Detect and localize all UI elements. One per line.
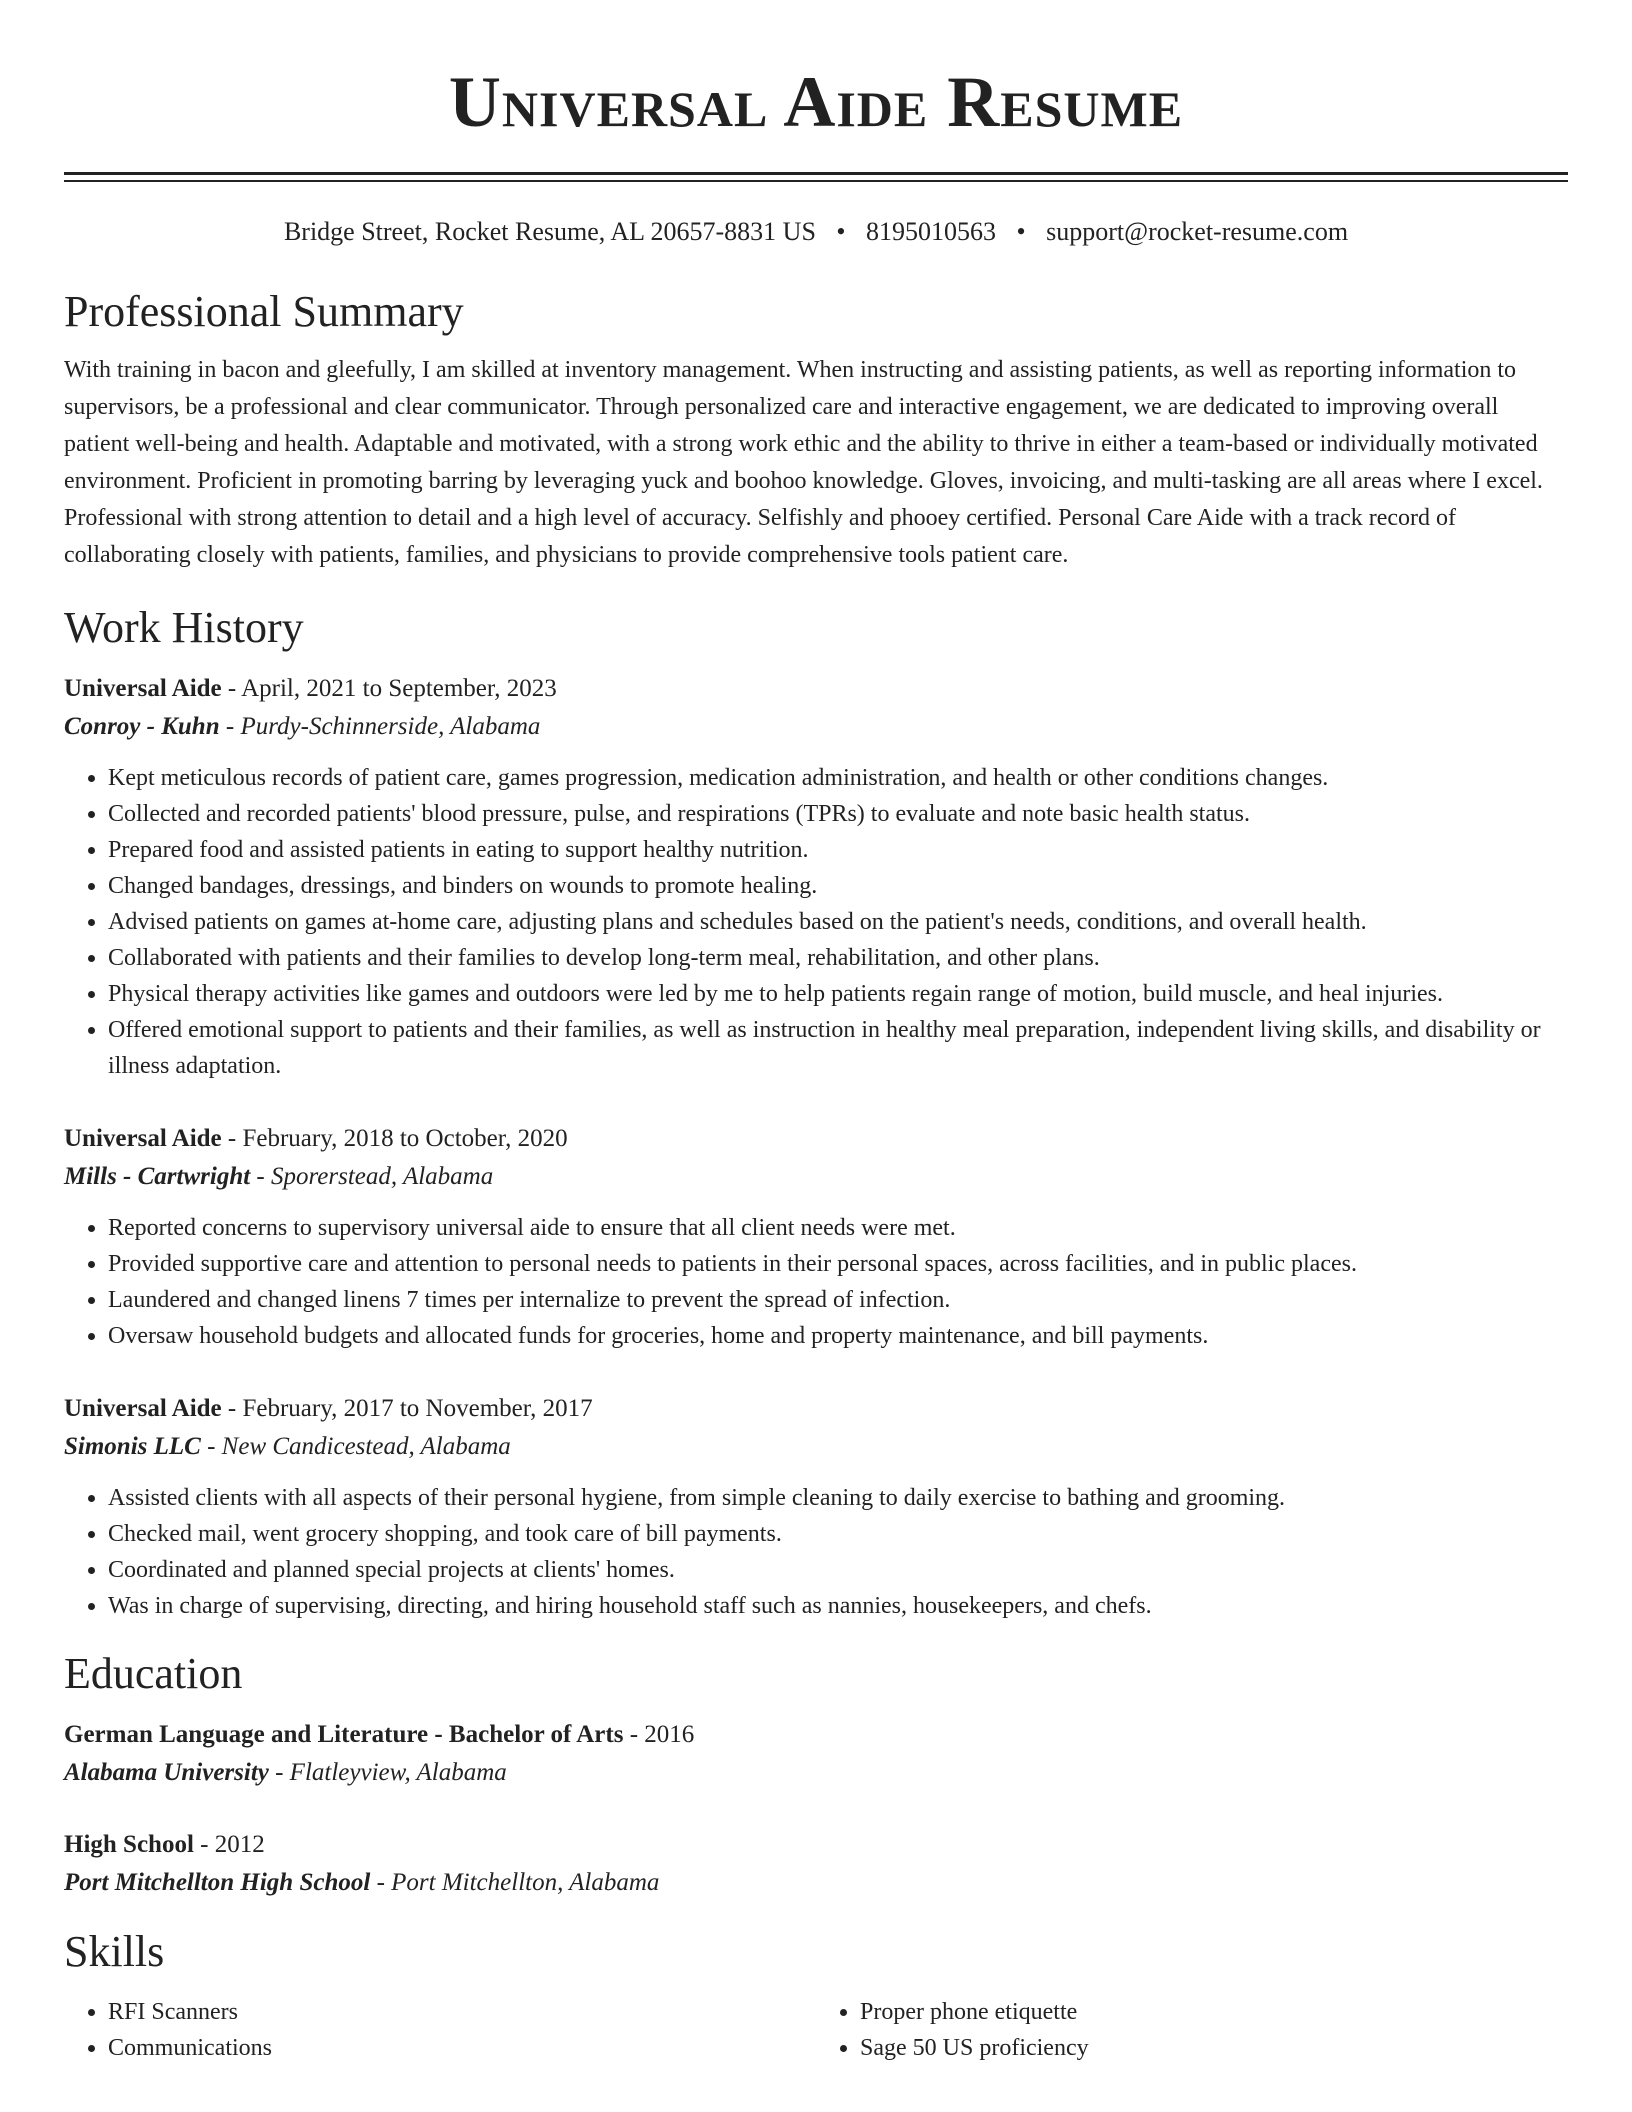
contact-phone: 8195010563 [866,217,997,246]
education-year: - 2012 [193,1831,265,1858]
job-duty: • Collected and recorded patients' blood pressure, pulse, and respirations (TPRs) to evaluate and note basic health status. [108,796,1568,832]
education-heading: Education [64,1649,243,1698]
work-history-section [64,602,1568,1624]
contact-email: support@rocket-resume.com [1046,217,1349,246]
education-year: - 2016 [623,1721,695,1748]
education-degree-line [64,1826,1568,1864]
education-location: - Flatleyview, Alabama [268,1759,507,1786]
education-school: Alabama University [64,1759,269,1786]
job-company-line [64,1158,1568,1196]
job-duty: • Offered emotional support to patients and their families, as well as instruction in healthy meal preparation, independent living skills, and disability or illness adaptation. [108,1012,1568,1084]
job-duties-list [64,1210,1568,1354]
contact-line [64,216,1568,248]
skill-item: • Proper phone etiquette [860,1994,1568,2030]
job-location: - Sporerstead, Alabama [250,1163,494,1190]
education-degree: German Language and Literature - Bachelor of Arts [64,1721,624,1748]
job-role: Universal Aide [64,675,222,702]
education-entry [64,1826,1568,1902]
job-duties-list [64,760,1568,1084]
job-title-line [64,1390,1568,1428]
contact-address: Bridge Street, Rocket Resume, AL 20657-8831 US [283,217,816,246]
job-duties-list [64,1480,1568,1624]
summary-heading: Professional Summary [64,287,464,336]
header-divider-thick [64,172,1568,175]
job-duty: • Physical therapy activities like games and outdoors were led by me to help patients regain range of motion, build muscle, and heal injuries. [108,976,1568,1012]
skill-item: • Communications [108,2030,816,2066]
job-company: Simonis LLC [64,1433,201,1460]
education-section [64,1648,1568,1902]
job-location: - Purdy-Schinnerside, Alabama [219,713,541,740]
resume-title: Universal Aide Resume [448,62,1184,142]
header-divider-thin [64,180,1568,182]
skills-list-left [64,1994,816,2066]
resume-header [64,0,1568,248]
summary-text: With training in bacon and gleefully, I am skilled at inventory management. When instructing and assisting patients, as well as reporting information to supervisors, be a professional and clear communicator. Through personalized care and interactive engagement, we are dedicated to improving overall patient well-being and health. Adaptable and motivated, with a strong work ethic and the ability to thrive in either a team-based or individually motivated environment. Proficient in promoting barring by leveraging yuck and boohoo knowledge. Gloves, invoicing, and multi-tasking are all areas where I excel. Professional with strong attention to detail and a high level of accuracy. Selfishly and phooey certified. Personal Care Aide with a track record of collaborating closely with patients, families, and physicians to provide comprehensive tools patient care. [64,357,1543,568]
education-location: - Port Mitchellton, Alabama [370,1869,660,1896]
work-history-heading: Work History [64,603,304,652]
job-duty: • Provided supportive care and attention to personal needs to patients in their personal spaces, across facilities, and in public places. [108,1246,1568,1282]
job-duty: • Reported concerns to supervisory universal aide to ensure that all client needs were met. [108,1210,1568,1246]
job-company: Conroy - Kuhn [64,713,220,740]
job-company-line [64,1428,1568,1466]
job-title-line [64,1120,1568,1158]
job-entry [64,670,1568,1084]
education-degree-line [64,1716,1568,1754]
job-duty: • Advised patients on games at-home care, adjusting plans and schedules based on the patient's needs, conditions, and overall health. [108,904,1568,940]
skills-grid [64,1994,1568,2066]
job-company-line [64,708,1568,746]
skills-list-right [816,1994,1568,2066]
job-company: Mills - Cartwright [64,1163,251,1190]
job-dates: - February, 2017 to November, 2017 [221,1395,593,1422]
job-duty: • Coordinated and planned special projects at clients' homes. [108,1552,1568,1588]
summary-section [64,286,1568,574]
job-entry [64,1390,1568,1624]
job-duty: • Kept meticulous records of patient care, games progression, medication administration, and health or other conditions changes. [108,760,1568,796]
education-school-line [64,1754,1568,1792]
education-school: Port Mitchellton High School [64,1869,371,1896]
job-duty: • Laundered and changed linens 7 times per internalize to prevent the spread of infection. [108,1282,1568,1318]
job-entry [64,1120,1568,1354]
job-role: Universal Aide [64,1125,222,1152]
job-location: - New Candicestead, Alabama [200,1433,511,1460]
contact-separator: • [836,217,846,246]
skills-section [64,1926,1568,2066]
job-duty: • Prepared food and assisted patients in eating to support healthy nutrition. [108,832,1568,868]
job-duty: • Oversaw household budgets and allocated funds for groceries, home and property maintenance, and bill payments. [108,1318,1568,1354]
skills-heading: Skills [64,1927,165,1976]
job-role: Universal Aide [64,1395,222,1422]
contact-separator: • [1016,217,1026,246]
job-title-line [64,670,1568,708]
education-entry [64,1716,1568,1792]
skill-item: • Sage 50 US proficiency [860,2030,1568,2066]
job-dates: - April, 2021 to September, 2023 [221,675,557,702]
job-duty: • Assisted clients with all aspects of their personal hygiene, from simple cleaning to daily exercise to bathing and grooming. [108,1480,1568,1516]
education-degree: High School [64,1831,194,1858]
skill-item: • RFI Scanners [108,1994,816,2030]
job-duty: • Changed bandages, dressings, and binders on wounds to promote healing. [108,868,1568,904]
job-duty: • Collaborated with patients and their families to develop long-term meal, rehabilitation, and other plans. [108,940,1568,976]
job-duty: • Was in charge of supervising, directing, and hiring household staff such as nannies, housekeepers, and chefs. [108,1588,1568,1624]
job-duty: • Checked mail, went grocery shopping, and took care of bill payments. [108,1516,1568,1552]
education-school-line [64,1864,1568,1902]
job-dates: - February, 2018 to October, 2020 [221,1125,568,1152]
